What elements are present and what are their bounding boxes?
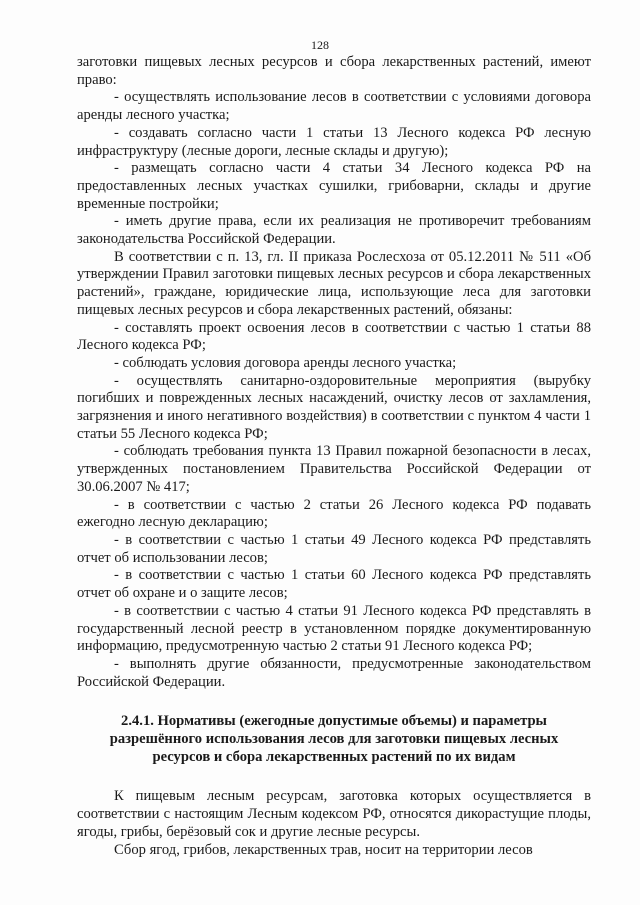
paragraph: Сбор ягод, грибов, лекарственных трав, носит на территории лесов	[114, 841, 533, 858]
list-item: - размещать согласно части 4 статьи 34 Лесного кодекса РФ на предоставленных лесных участках сушилки, грибоварни, склады и другие временные постройки;	[77, 160, 591, 212]
list-item: - в соответствии с частью 1 статьи 49 Лесного кодекса РФ представлять отчет об использовании лесов;	[77, 531, 591, 566]
list-item: - осуществлять использование лесов в соответствии с условиями договора аренды лесного участка;	[77, 89, 591, 124]
paragraph: К пищевым лесным ресурсам, заготовка которых осуществляется в соответствии с настоящим Лесным кодексом РФ, относятся дикорастущие плоды, ягоды, грибы, берёзовый сок и другие лесные ресурсы.	[77, 788, 591, 840]
list-item: - иметь другие права, если их реализация не противоречит требованиям законодательства Российской Федерации.	[77, 213, 591, 248]
list-item: - в соответствии с частью 4 статьи 91 Лесного кодекса РФ представлять в государственный лесной реестр в установленном порядке документированную информацию, предусмотренную частью 2 статьи 91 Лесного кодекса РФ;	[77, 602, 591, 655]
list-item: - соблюдать требования пункта 13 Правил пожарной безопасности в лесах, утвержденных постановлением Правительства Российской Федерации от 30.06.2007 № 417;	[77, 443, 591, 495]
paragraph: заготовки пищевых лесных ресурсов и сбора лекарственных растений, имеют право:	[77, 54, 591, 88]
document-body	[77, 54, 591, 859]
list-item: - в соответствии с частью 2 статьи 26 Лесного кодекса РФ подавать ежегодно лесную декларацию;	[77, 496, 591, 531]
list-item: - выполнять другие обязанности, предусмотренные законодательством Российской Федерации.	[77, 655, 591, 690]
paragraph: В соответствии с п. 13, гл. II приказа Рослесхоза от 05.12.2011 № 511 «Об утверждении Правил заготовки пищевых лесных ресурсов и сбора лекарственных растений», граждане, юридические лица, использующие леса для заготовки пищевых лесных ресурсов и сбора лекарственных растений, обязаны:	[77, 248, 591, 318]
list-item: - создавать согласно части 1 статьи 13 Лесного кодекса РФ лесную инфраструктуру (лесные дороги, лесные склады и другую);	[77, 124, 591, 159]
list-item: - соблюдать условия договора аренды лесного участка;	[114, 354, 457, 371]
section-heading: 2.4.1. Нормативы (ежегодные допустимые объемы) и параметры разрешённого использования лесов для заготовки пищевых лесных ресурсов и сбора лекарственных растений по их видам	[109, 713, 559, 765]
list-item: - осуществлять санитарно-оздоровительные мероприятия (вырубку погибших и поврежденных лесных насаждений, очистку лесов от захламления, загрязнения и иного негативного воздействия) в соответствии с пунктом 4 части 1 статьи 55 Лесного кодекса РФ;	[77, 372, 591, 442]
page-number: 128	[311, 38, 329, 52]
list-item: - составлять проект освоения лесов в соответствии с частью 1 статьи 88 Лесного кодекса РФ;	[77, 319, 591, 354]
list-item: - в соответствии с частью 1 статьи 60 Лесного кодекса РФ представлять отчет об охране и о защите лесов;	[77, 567, 591, 602]
